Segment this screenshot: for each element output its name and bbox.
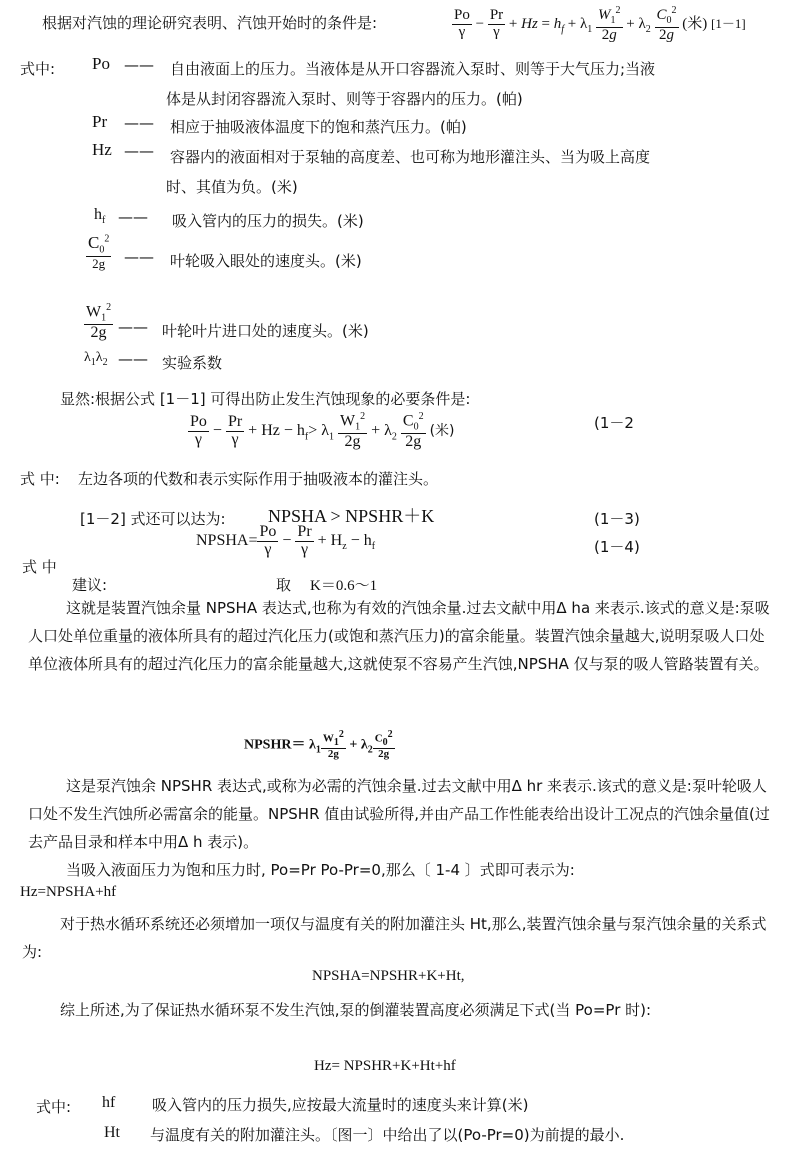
def-symbol-c0: $\frac{C_0^2}{2g}$ — [88, 233, 110, 271]
def-dash-w1: —— — [118, 318, 148, 336]
formula-npshr: NPSHR＝ $\lambda_1$ $\frac{W_1^2}{2g}$ + $\lambda_2$ $\frac{C_0^2}{2g}$ — [244, 729, 393, 761]
final-ht-text: 与温度有关的附加灌注头。〔图一〕中给出了以(Po-Pr=0)为前提的最小. — [150, 1126, 625, 1144]
eq3-lead: [1－2] 式还可以达为: — [80, 510, 226, 528]
def-dash-po: —— — [124, 56, 154, 74]
paragraph-hot-water: 对于热水循环系统还必须增加一项仅与温度有关的附加灌注头 Ht,那么,装置汽蚀余量与泵汽蚀余量的关系式为: — [22, 915, 767, 961]
def-text-hz-cont: 时、其值为负。(米) — [166, 178, 298, 196]
formula-1-4-ref: (1－4) — [594, 538, 640, 556]
eq3-ref: (1－3) — [594, 510, 640, 528]
paragraph-npshr: 这是泵汽蚀余 NPSHR 表达式,或称为必需的汽蚀余量.过去文献中用Δ hr 来表示.该式的意义是:泵叶轮吸人口处不发生汽蚀所必需富余的能量。NPSHR 值由试验所得,并由产品工作性能表给出设计工况点的汽蚀余量值(过去产品目录和样本中用Δ h 表示)。 — [28, 777, 770, 851]
final-label: 式中: — [36, 1098, 72, 1116]
formula-1-4: NPSHA= $\frac{Po}{\gamma}$ − $\frac{Pr}{\gamma}$ + $H_z - h_f$ — [196, 523, 376, 558]
def-text-lambda: 实验系数 — [162, 354, 223, 372]
paragraph-summary: 综上所述,为了保证热水循环泵不发生汽蚀,泵的倒灌装置高度必须满足下式(当 Po=Pr 时): — [60, 1001, 652, 1019]
final-ht-symbol: Ht — [104, 1124, 120, 1141]
def-text-po-cont: 体是从封闭容器流入泵时、则等于容器内的压力。(帕) — [166, 90, 523, 108]
shizhong2-label: 式 中: — [20, 470, 60, 488]
def-dash-lambda: —— — [118, 350, 148, 368]
formula-1-2-unit: (米) — [429, 423, 455, 440]
shizhong-label: 式中: — [20, 60, 56, 78]
eq3-formula: NPSHA > NPSHR＋K — [268, 506, 435, 526]
shizhong2-text: 左边各项的代数和表示实际作用于抽吸液本的灌注头。 — [78, 470, 439, 488]
paragraph-npsha: 这就是装置汽蚀余量 NPSHA 表达式,也称为有效的汽蚀余量.过去文献中用Δ ha 来表示.该式的意义是:泵吸人口处单位重量的液体所具有的超过汽化压力(或饱和蒸汽压力)的富余能量。装置汽蚀余量越大,说明泵吸人口处单位液体所具有的超过汽化压力的富余能量越大,这就使泵不容易产生汽蚀,NPSHA 仅与泵的吸人管路装置有关。 — [28, 599, 770, 673]
def-text-w1: 叶轮叶片进口处的速度头。(米) — [162, 322, 369, 340]
suggest-label: 建议: — [72, 576, 108, 594]
formula-1-1-unit: (米) — [682, 16, 708, 33]
def-text-po: 自由液面上的压力。当液体是从开口容器流入泵时、则等于大气压力;当液 — [170, 60, 656, 78]
intro-text: 根据对汽蚀的理论研究表明、汽蚀开始时的条件是: — [42, 14, 378, 32]
def-text-hz: 容器内的液面相对于泵轴的高度差、也可称为地形灌注头、当为吸上高度 — [170, 148, 651, 166]
obviously-line: 显然:根据公式 [1－1] 可得出防止发生汽蚀现象的必要条件是: — [60, 390, 471, 408]
formula-npshr-label: NPSHR＝ — [244, 737, 306, 753]
suggest-take: 取 — [276, 576, 292, 594]
def-symbol-hf: $h_f$ — [94, 206, 106, 227]
paragraph-saturation: 当吸入液面压力为饱和压力时, Po=Pr Po-Pr=0,那么〔 1-4 〕式即可表示为: — [66, 861, 575, 879]
suggest-value: K＝0.6～1 — [310, 578, 378, 594]
intro-line — [42, 12, 377, 33]
formula-1-1: $\frac{Po}{\gamma}$ − $\frac{Pr}{\gamma}$ + $Hz = h_f + \lambda_1$ $\frac{W_1^2}{2g}$ + $\lambda_2$ $\frac{C_0^2}{2g}$ (米) [1－1] — [454, 5, 746, 43]
def-dash-hz: —— — [124, 142, 154, 160]
final-hf-text: 吸入管内的压力损失,应按最大流量时的速度头来计算(米) — [152, 1096, 529, 1114]
def-text-pr: 相应于抽吸液体温度下的饱和蒸汽压力。(帕) — [170, 118, 467, 136]
def-symbol-hz: Hz — [92, 140, 112, 159]
def-dash-c0: —— — [124, 248, 154, 266]
def-symbol-po: Po — [92, 54, 110, 73]
def-dash-hf: —— — [118, 208, 148, 226]
shizhong3-label: 式 中 — [22, 558, 57, 576]
formula-1-2-ref: (1－2 — [594, 414, 634, 432]
paragraph-saturation-eq: Hz=NPSHA+hf — [20, 884, 117, 900]
formula-npsha-relation: NPSHA=NPSHR+K+Ht, — [312, 968, 465, 984]
formula-1-2: $\frac{Po}{\gamma}$ − $\frac{Pr}{\gamma}$ + $Hz - h_f> \lambda_1$ $\frac{W_1^2}{2g}$ + $\lambda_2$ $\frac{C_0^2}{2g}$ (米) — [190, 411, 455, 451]
formula-hz-final: Hz= NPSHR+K+Ht+hf — [314, 1058, 456, 1074]
final-hf-symbol: hf — [102, 1094, 116, 1111]
def-symbol-lambda: $\lambda_1\lambda_2$ — [84, 350, 108, 368]
def-text-hf: 吸入管内的压力的损失。(米) — [172, 212, 364, 230]
def-symbol-w1: $\frac{W_1^2}{2g}$ — [86, 302, 112, 342]
formula-1-1-ref: [1－1] — [711, 16, 746, 32]
def-dash-pr: —— — [124, 114, 154, 132]
def-text-c0: 叶轮吸入眼处的速度头。(米) — [170, 252, 362, 270]
def-symbol-pr: Pr — [92, 112, 108, 131]
